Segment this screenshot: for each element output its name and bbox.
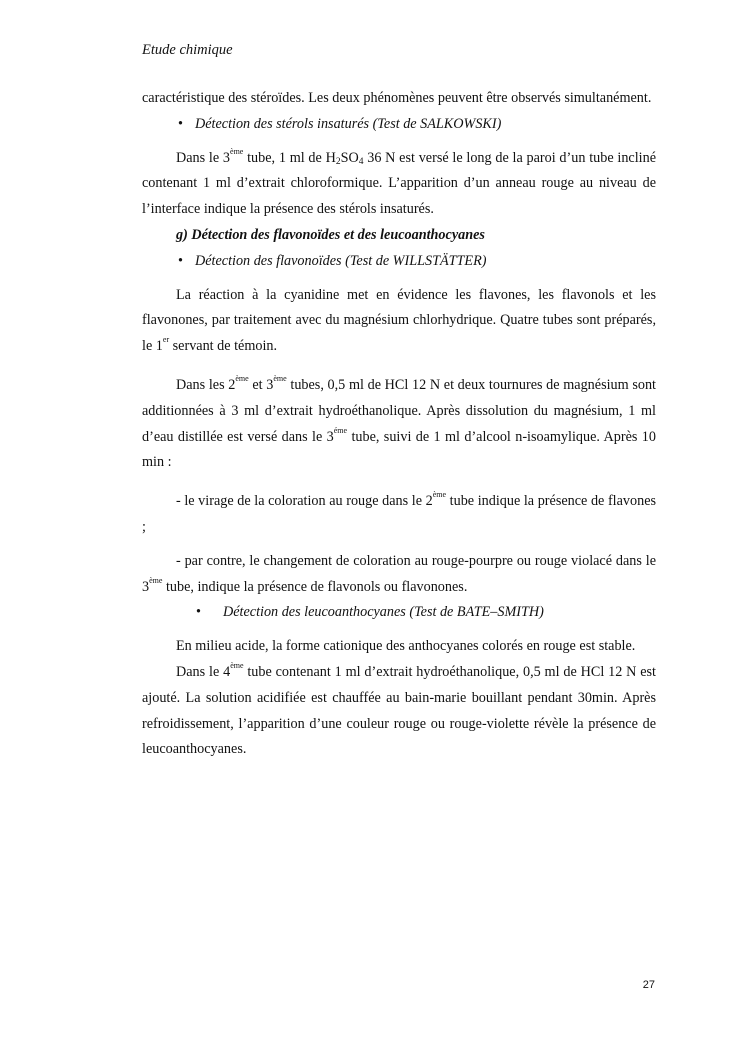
paragraph-cyanidine-reaction	[142, 283, 656, 360]
text-span: 36 N est versé le long de la paroi d’un tube incliné contenant 1 ml d’extrait chloroformique. L’apparition d’un anneau rouge au niveau de l’interface indique la présence des stérols insaturés.	[142, 149, 656, 218]
paragraph-leucoanthocyanes-method	[142, 660, 656, 763]
paragraph-flavones-result	[142, 489, 656, 541]
bullet-salkowski	[142, 112, 656, 138]
text-span: Dans les 2	[176, 376, 236, 393]
bullet-bate-smith	[142, 600, 656, 626]
paragraph-salkowski-method	[142, 146, 656, 223]
bullet-bate-smith-text: Détection des leucoanthocyanes (Test de BATE–SMITH)	[223, 604, 544, 621]
paragraph-steroids-continuation: caractéristique des stéroïdes. Les deux phénomènes peuvent être observés simultanément.	[142, 90, 652, 106]
text-span: La réaction à la cyanidine met en évidence les flavones, les flavonols et les flavonones, par traitement avec du magnésium chlorhydrique. Quatre tubes sont préparés, le 1	[142, 286, 656, 355]
ordinal-sup: er	[162, 335, 170, 345]
ordinal-sup: ème	[432, 490, 447, 500]
ordinal-sup: ème	[235, 373, 249, 383]
paragraph-flavonols-result	[142, 549, 656, 601]
text-span: Dans le 3	[176, 149, 231, 166]
text-span: tube, 1 ml de H	[243, 149, 336, 166]
bullet-dot: •	[178, 252, 183, 269]
ordinal-sup: ème	[149, 575, 163, 585]
text-span: tube indique la présence de flavones ;	[142, 493, 657, 535]
subscript: 2	[335, 156, 341, 167]
text-span: Dans le 4	[176, 663, 231, 680]
bullet-willstatter	[142, 249, 656, 275]
text-span: SO	[340, 149, 359, 166]
section-heading-g: g) Détection des flavonoïdes et des leucoanthocyanes	[176, 226, 485, 243]
text-span: - le virage de la coloration au rouge dans le 2	[176, 493, 433, 510]
text-span: - par contre, le changement de coloration au rouge-pourpre ou rouge violacé dans le 3	[142, 552, 656, 595]
paragraph-acid-medium: En milieu acide, la forme cationique des anthocyanes colorés en rouge est stable.	[176, 638, 636, 655]
bullet-dot: •	[178, 115, 183, 132]
ordinal-sup: ème	[230, 146, 244, 156]
ordinal-sup: ème	[230, 660, 244, 670]
page-number: 27	[642, 979, 655, 991]
ordinal-sup: éme	[333, 425, 348, 435]
bullet-willstatter-text: Détection des flavonoïdes (Test de WILLSTÄTTER)	[195, 252, 487, 269]
bullet-salkowski-text: Détection des stérols insaturés (Test de SALKOWSKI)	[195, 115, 502, 132]
bullet-dot: •	[196, 604, 201, 621]
ordinal-sup: ème	[273, 373, 287, 383]
running-header: Etude chimique	[142, 42, 233, 58]
subscript: 4	[358, 156, 364, 167]
text-span: tube contenant 1 ml d’extrait hydroéthanolique, 0,5 ml de HCl 12 N est ajouté. La solution acidifiée est chauffée au bain-marie bouillant pendant 30min. Après refroidissement, l’apparition d’une couleur rouge ou rouge-violette révèle la présence de leucoanthocyanes.	[142, 663, 656, 758]
text-span: tubes, 0,5 ml de HCl 12 N et deux tournures de magnésium sont additionnées à 3 ml d’extrait hydroéthanolique. Après dissolution du magnésium, 1 ml d’eau distillée est versé dans le 3	[142, 376, 656, 445]
text-span: tube, indique la présence de flavonols ou flavonones.	[162, 578, 468, 595]
page-body	[142, 86, 656, 763]
text-span: servant de témoin.	[169, 338, 278, 355]
paragraph-tubes-procedure	[142, 373, 656, 476]
text-span: et 3	[248, 376, 274, 393]
text-span: tube, suivi de 1 ml d’alcool n-isoamylique. Après 10 min :	[142, 428, 656, 471]
